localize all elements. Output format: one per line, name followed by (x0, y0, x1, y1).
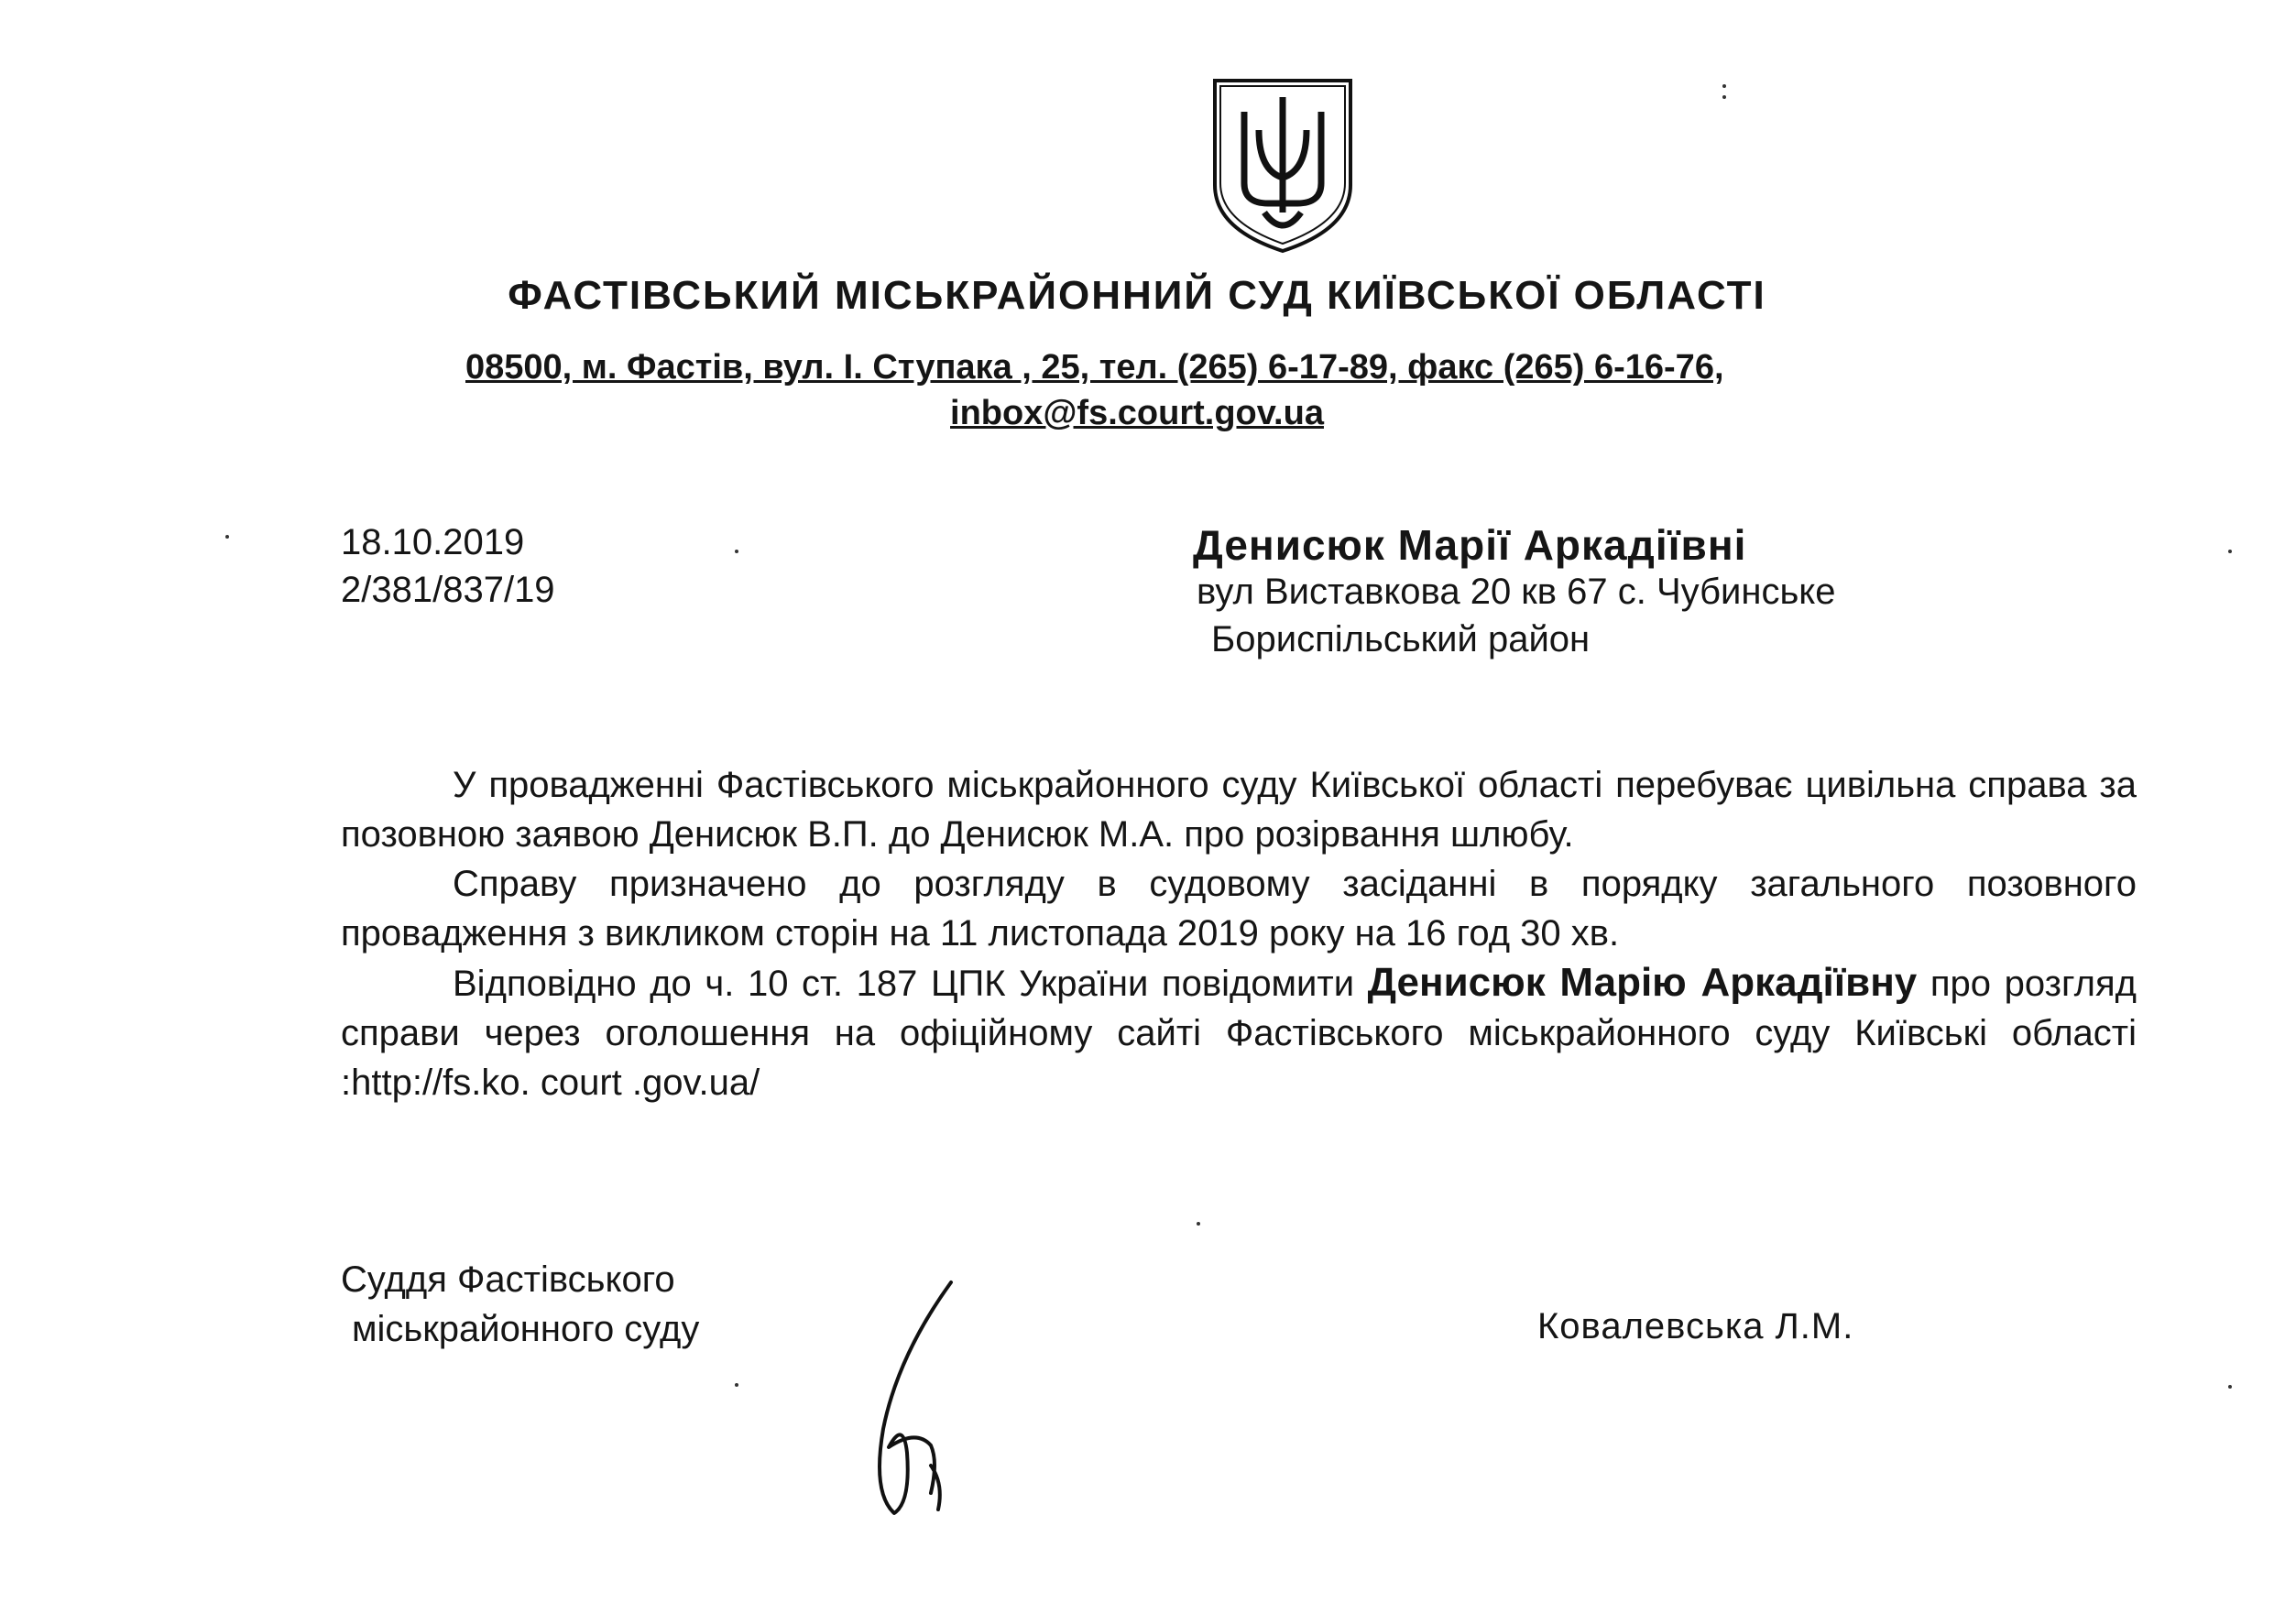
notice-defendant-name: Денисюк Марію Аркадіївну (1367, 960, 1918, 1005)
scan-speck (1197, 1222, 1200, 1226)
addressee-name: Денисюк Марії Аркадіївні (1193, 521, 1747, 569)
scan-speck (735, 1383, 738, 1387)
paragraph-hearing: Справу призначено до розгляду в судовому засіданні в порядку загального позовного провадження з викликом сторін на 11 листопада 2019 року на 16 год 30 хв. (341, 864, 2137, 954)
letter-date: 18.10.2019 (341, 522, 525, 562)
coat-of-arms-icon (1208, 75, 1358, 255)
paragraph-notice (341, 958, 2137, 1107)
scan-speck (1722, 95, 1726, 99)
judge-title-line1: Суддя Фастівського (341, 1259, 675, 1300)
scan-speck (1722, 84, 1726, 88)
letter-body (341, 760, 2137, 1107)
scan-speck (2228, 1385, 2232, 1389)
addressee-street: вул Виставкова 20 кв 67 с. Чубинське (1197, 572, 1836, 612)
judge-title (341, 1255, 699, 1354)
scan-speck (225, 535, 229, 539)
court-email[interactable]: inbox@fs.court.gov.ua (950, 394, 1324, 432)
court-address: 08500, м. Фастів, вул. І. Ступака , 25, тел. (265) 6-17-89, факс (265) 6-16-76, (465, 348, 1724, 387)
scan-speck (735, 550, 738, 553)
paragraph-case: У провадженні Фастівського міськрайонного суду Київської області перебуває цивільна справа за позовною заявою Денисюк В.П. до Денисюк М.А. про розірвання шлюбу. (341, 765, 2137, 855)
scan-speck (2228, 550, 2232, 553)
notice-start: Відповідно до ч. 10 ст. 187 ЦПК України повідомити (453, 964, 1368, 1004)
court-email-line (0, 394, 2274, 433)
court-name: ФАСТІВСЬКИЙ МІСЬКРАЙОННИЙ СУД КИЇВСЬКОЇ ОБЛАСТІ (508, 273, 1766, 318)
notice-end: про розгляд справи через оголошення на офіційному сайті Фастівського міськрайонного суду Київські області :http://fs.ko. court .gov.ua/ (341, 964, 2137, 1103)
judge-name: Ковалевська Л.М. (1537, 1306, 1854, 1346)
handwritten-signature (843, 1273, 980, 1530)
judge-title-line2: міськрайонного суду (352, 1309, 700, 1349)
addressee-district: Бориспільський район (1211, 619, 1591, 659)
letter-reference: 2/381/837/19 (341, 570, 555, 610)
